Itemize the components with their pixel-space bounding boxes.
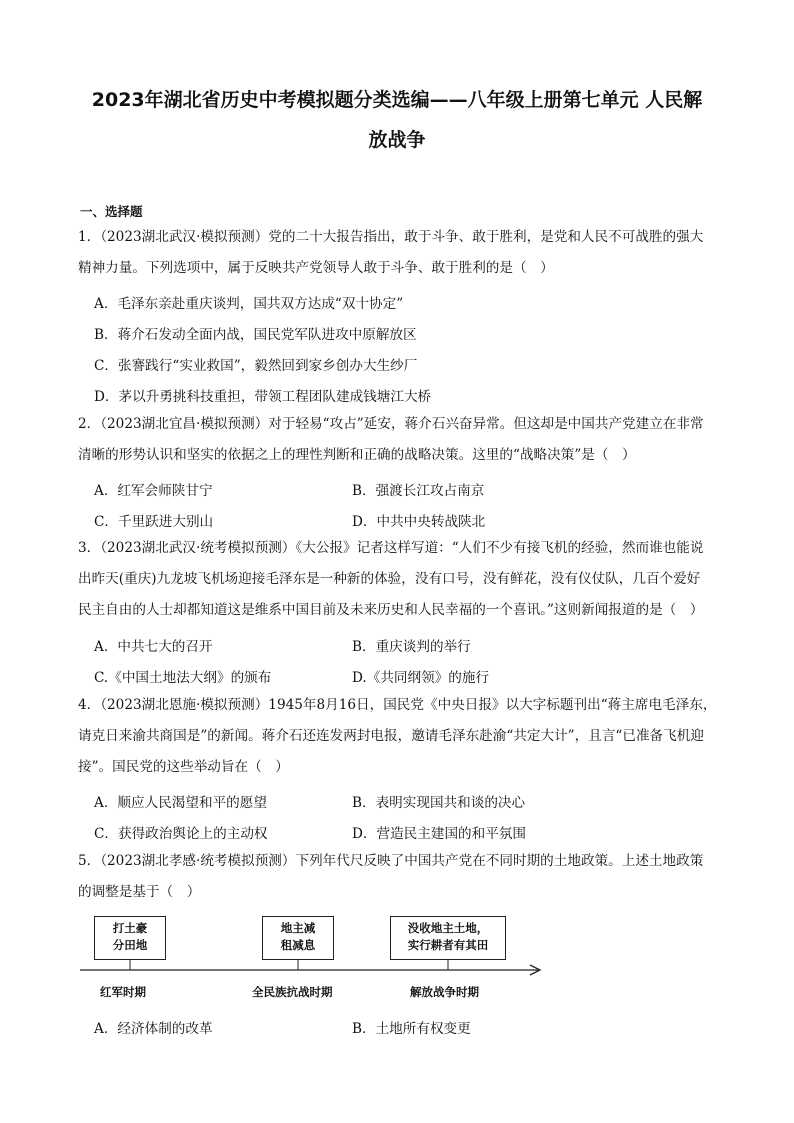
question-2-option-a[interactable]: A．红军会师陕甘宁 — [94, 483, 213, 499]
question-2-line-2: 清晰的形势认识和坚实的依据之上的理性判断和正确的战略决策。这里的“战略决策”是（ ） — [78, 447, 636, 463]
land-policy-timeline — [78, 908, 548, 1008]
question-1-line-1: 1．（2023湖北武汉·模拟预测）党的二十大报告指出，敢于斗争、敢于胜利，是党和人民不可战胜的强大 — [78, 229, 704, 245]
question-2-option-d[interactable]: D．中共中央转战陕北 — [352, 514, 486, 530]
question-4-line-3: 接”。国民党的这些举动旨在（ ） — [78, 759, 289, 775]
question-5 — [78, 846, 718, 908]
page-title-line-2: 放战争 — [368, 129, 426, 151]
question-5-option-b[interactable]: B．土地所有权变更 — [352, 1021, 471, 1037]
question-1 — [78, 222, 718, 284]
question-1-line-2: 精神力量。下列选项中，属于反映共产党领导人敢于斗争、敢于胜利的是（ ） — [78, 260, 554, 276]
question-3-option-a[interactable]: A．中共七大的召开 — [94, 639, 213, 655]
question-2-option-b[interactable]: B．强渡长江攻占南京 — [352, 483, 485, 499]
timeline-period-liberation-war: 解放战争时期 — [410, 985, 479, 999]
question-3-option-c[interactable]: C.《中国土地法大纲》的颁布 — [94, 670, 272, 686]
question-1-option-d[interactable]: D．茅以升勇挑科技重担，带领工程团队建成钱塘江大桥 — [94, 389, 432, 405]
question-5-option-a[interactable]: A．经济体制的改革 — [94, 1021, 213, 1037]
question-4-option-d[interactable]: D．营造民主建国的和平氛围 — [352, 826, 527, 842]
question-2-line-1: 2．（2023湖北宜昌·模拟预测）对于轻易“攻占”延安，蒋介石兴奋异常。但这却是中国共产党建立在非常 — [78, 416, 704, 432]
question-3-line-2: 出昨天(重庆)九龙坡飞机场迎接毛泽东是一种新的体验，没有口号，没有鲜花，没有仪仗队，几百个爱好 — [78, 571, 701, 587]
timeline-period-anti-japanese: 全民族抗战时期 — [252, 985, 333, 999]
question-2-option-c[interactable]: C．千里跃进大别山 — [94, 514, 214, 530]
section-heading: 一、选择题 — [80, 204, 143, 219]
question-4-option-a[interactable]: A．顺应人民渴望和平的愿望 — [94, 795, 267, 811]
question-4-line-1: 4．（2023湖北恩施·模拟预测）1945年8月16日，国民党《中央日报》以大字标题刊出“蒋主席电毛泽东， — [78, 697, 717, 713]
timeline-box-red-army-line-2: 分田地 — [112, 938, 148, 952]
page-title-line-1: 2023年湖北省历史中考模拟题分类选编——八年级上册第七单元 人民解 — [91, 89, 703, 111]
question-4-option-c[interactable]: C．获得政治舆论上的主动权 — [94, 826, 268, 842]
question-3 — [78, 533, 718, 626]
timeline-box-anti-japanese-line-2: 租减息 — [280, 938, 316, 952]
question-1-option-c[interactable]: C．张謇践行“实业救国”，毅然回到家乡创办大生纱厂 — [94, 358, 418, 374]
question-2 — [78, 409, 718, 471]
question-3-line-1: 3．（2023湖北武汉·统考模拟预测）《大公报》记者这样写道：“人们不少有接飞机的经验，然而谁也能说 — [78, 540, 704, 556]
question-3-option-d[interactable]: D.《共同纲领》的施行 — [352, 670, 490, 686]
question-3-line-3: 民主自由的人士却都知道这是维系中国目前及未来历史和人民幸福的一个喜讯。”这则新闻报道的是（ ） — [78, 602, 704, 618]
timeline-period-red-army: 红军时期 — [100, 985, 146, 999]
timeline-box-anti-japanese-line-1: 地主减 — [280, 921, 316, 935]
question-4-line-2: 请克日来渝共商国是”的新闻。蒋介石还连发两封电报，邀请毛泽东赴渝“共定大计”，且言“已准备飞机迎 — [78, 728, 704, 744]
timeline-box-liberation-war-line-1: 没收地主土地， — [407, 921, 489, 935]
question-1-option-a[interactable]: A．毛泽东亲赴重庆谈判，国共双方达成“双十协定” — [94, 296, 404, 312]
question-1-option-b[interactable]: B．蒋介石发动全面内战，国民党军队进攻中原解放区 — [94, 327, 417, 343]
question-5-line-1: 5．（2023湖北孝感·统考模拟预测）下列年代尺反映了中国共产党在不同时期的土地政策。上述土地政策 — [78, 853, 704, 869]
question-4-option-b[interactable]: B．表明实现国共和谈的决心 — [352, 795, 526, 811]
timeline-box-liberation-war-line-2: 实行耕者有其田 — [407, 938, 489, 952]
question-4 — [78, 690, 718, 783]
question-5-line-2: 的调整是基于（ ） — [78, 884, 201, 900]
timeline-box-red-army-line-1: 打土豪 — [112, 921, 148, 935]
question-3-option-b[interactable]: B．重庆谈判的举行 — [352, 639, 471, 655]
